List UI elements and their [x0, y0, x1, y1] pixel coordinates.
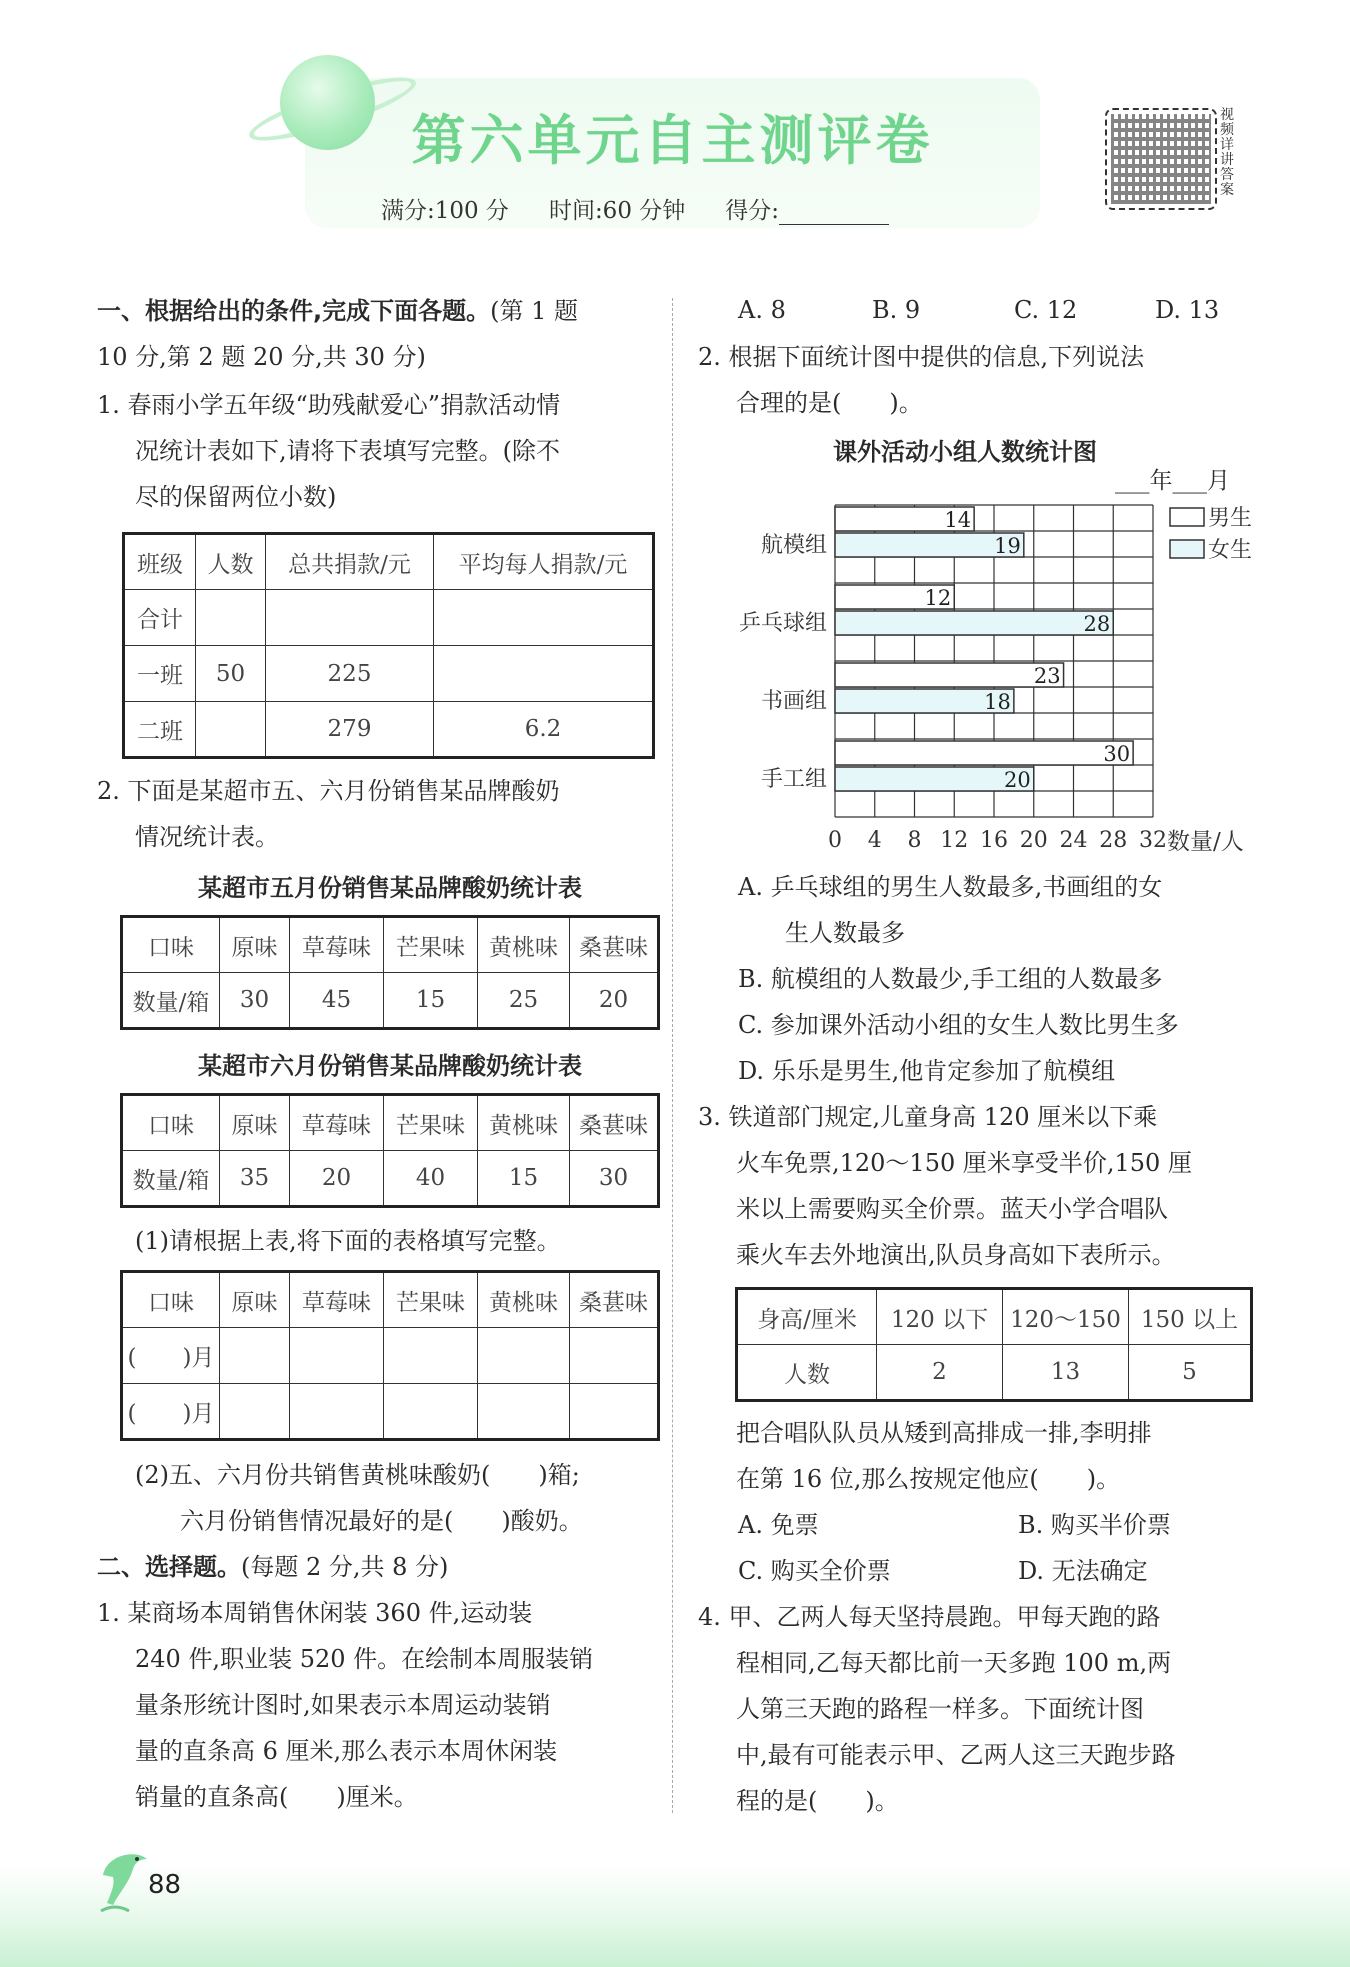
table-header-cell: 芒果味	[384, 917, 478, 973]
x-tick-label: 32	[1139, 828, 1167, 853]
table-cell[interactable]	[570, 1384, 659, 1440]
legend-swatch	[1170, 540, 1204, 558]
c4-line4: 中,最有可能表示甲、乙两人这三天跑步路	[736, 1741, 1176, 1769]
table-header-cell: 原味	[220, 1272, 290, 1328]
c1-option-b[interactable]: B. 9	[872, 296, 921, 324]
score-blank[interactable]	[779, 205, 889, 225]
height-table	[735, 1287, 1253, 1402]
table-cell[interactable]	[290, 1328, 384, 1384]
column-divider	[672, 298, 674, 1813]
category-label: 书画组	[760, 689, 827, 714]
table-header-cell: 草莓味	[290, 1095, 384, 1151]
table-cell: 20	[290, 1151, 384, 1207]
x-tick-label: 0	[828, 828, 842, 853]
category-label: 乒乓球组	[738, 611, 827, 636]
c1-line1: 1. 某商场本周销售休闲装 360 件,运动装	[97, 1599, 533, 1627]
table-header-cell: 班级	[124, 534, 196, 590]
table-cell: 数量/箱	[122, 1151, 220, 1207]
c3-line2: 火车免票,120～150 厘米享受半价,150 厘	[736, 1149, 1192, 1177]
qr-code[interactable]	[1105, 108, 1217, 210]
table-cell: 合计	[124, 590, 196, 646]
chart-svg	[700, 490, 1280, 870]
table-cell[interactable]	[478, 1384, 570, 1440]
c4-line3: 人第三天跑的路程一样多。下面统计图	[736, 1695, 1144, 1723]
table-cell: 2	[877, 1345, 1003, 1401]
c2-line2: 合理的是( )。	[736, 389, 923, 417]
q2-line1: 2. 下面是某超市五、六月份销售某品牌酸奶	[97, 777, 560, 805]
donation-table	[122, 532, 655, 759]
chart-title: 课外活动小组人数统计图	[833, 438, 1097, 466]
table-cell: 15	[478, 1151, 570, 1207]
section1-title: 一、根据给出的条件,完成下面各题。(第 1 题	[97, 297, 579, 325]
x-tick-label: 12	[940, 828, 969, 853]
table-cell: 25	[478, 973, 570, 1029]
x-tick-label: 4	[867, 828, 882, 853]
table-cell: 一班	[124, 646, 196, 702]
table-header-cell: 总共捐款/元	[266, 534, 434, 590]
table-cell[interactable]	[290, 1384, 384, 1440]
june-table-caption: 某超市六月份销售某品牌酸奶统计表	[198, 1052, 582, 1080]
legend-label: 男生	[1208, 506, 1253, 531]
table-cell: 20	[570, 973, 659, 1029]
bar-value-label: 19	[994, 534, 1021, 558]
bar-value-label: 30	[1103, 742, 1131, 766]
c1-option-a[interactable]: A. 8	[738, 296, 786, 324]
table-header-cell: 120～150	[1003, 1289, 1129, 1345]
table-header-cell: 草莓味	[290, 1272, 384, 1328]
q1-line3: 尽的保留两位小数)	[135, 483, 337, 511]
table-cell: 二班	[124, 702, 196, 758]
c4-line2: 程相同,乙每天都比前一天多跑 100 m,两	[736, 1649, 1172, 1677]
june-sales-table	[120, 1093, 660, 1208]
table-cell[interactable]	[196, 590, 266, 646]
chart-date: ___年___月	[1115, 468, 1230, 494]
c3-line3: 米以上需要购买全价票。蓝天小学合唱队	[736, 1195, 1168, 1223]
may-sales-table	[120, 915, 660, 1030]
table-header-cell: 黄桃味	[478, 1272, 570, 1328]
activity-group-chart	[700, 490, 1280, 870]
table-cell: 5	[1129, 1345, 1252, 1401]
bar-girls	[835, 611, 1113, 635]
month-blank-cell[interactable]: ( )月	[122, 1384, 220, 1440]
bar-value-label: 14	[944, 508, 972, 532]
q1-line2: 况统计表如下,请将下表填写完整。(除不	[135, 437, 560, 465]
bar-value-label: 18	[984, 690, 1011, 714]
table-cell: 30	[220, 973, 290, 1029]
table-header-cell: 桑葚味	[570, 1095, 659, 1151]
table-header-cell: 原味	[220, 917, 290, 973]
table-cell: 数量/箱	[122, 973, 220, 1029]
score-info	[305, 192, 965, 225]
c3-option-d[interactable]: D. 无法确定	[1018, 1557, 1148, 1585]
x-tick-label: 8	[907, 828, 922, 853]
section1-note: 10 分,第 2 题 20 分,共 30 分)	[97, 343, 426, 371]
page-number: 88	[148, 1870, 182, 1900]
may-table-caption: 某超市五月份销售某品牌酸奶统计表	[198, 874, 582, 902]
page-title: 第六单元自主测评卷	[411, 109, 934, 172]
time-limit: 时间:60 分钟	[548, 198, 686, 224]
q2-line2: 情况统计表。	[135, 823, 279, 851]
table-header-cell: 150 以上	[1129, 1289, 1252, 1345]
table-cell: 40	[384, 1151, 478, 1207]
c1-line2: 240 件,职业装 520 件。在绘制本周服装销	[135, 1645, 594, 1673]
c3-option-b[interactable]: B. 购买半价票	[1018, 1511, 1171, 1539]
table-header-cell: 口味	[122, 1095, 220, 1151]
table-cell: 225	[266, 646, 434, 702]
table-cell[interactable]	[478, 1328, 570, 1384]
q2-sub2-line2: 六月份销售情况最好的是( )酸奶。	[180, 1507, 583, 1535]
x-tick-label: 28	[1099, 828, 1128, 853]
x-tick-label: 24	[1059, 828, 1088, 853]
c3-line1: 3. 铁道部门规定,儿童身高 120 厘米以下乘	[698, 1103, 1158, 1131]
bar-value-label: 28	[1083, 612, 1111, 636]
table-cell: 279	[266, 702, 434, 758]
table-cell: 35	[220, 1151, 290, 1207]
table-cell: 13	[1003, 1345, 1129, 1401]
q1-line1: 1. 春雨小学五年级“助残献爱心”捐款活动情	[97, 391, 561, 419]
dolphin-icon	[95, 1845, 155, 1915]
c1-line4: 量的直条高 6 厘米,那么表示本周休闲装	[135, 1737, 558, 1765]
c4-line5: 程的是( )。	[736, 1787, 899, 1815]
table-header-cell: 人数	[196, 534, 266, 590]
table-cell[interactable]	[570, 1328, 659, 1384]
c2-option-d[interactable]: D. 乐乐是男生,他肯定参加了航模组	[738, 1057, 1116, 1085]
bar-value-label: 20	[1004, 768, 1031, 792]
q2-sub2-line1: (2)五、六月份共销售黄桃味酸奶( )箱;	[135, 1461, 580, 1489]
bar-boys	[835, 663, 1064, 687]
table-cell: 30	[570, 1151, 659, 1207]
table-cell[interactable]	[434, 646, 654, 702]
c3-option-c[interactable]: C. 购买全价票	[738, 1557, 891, 1585]
table-cell[interactable]	[434, 590, 654, 646]
table-header-cell: 芒果味	[384, 1095, 478, 1151]
c1-line5: 销量的直条高( )厘米。	[135, 1783, 418, 1811]
x-axis-label: 数量/人	[1167, 829, 1244, 855]
c4-line1: 4. 甲、乙两人每天坚持晨跑。甲每天跑的路	[698, 1603, 1161, 1631]
table-header-cell: 草莓味	[290, 917, 384, 973]
c1-line3: 量条形统计图时,如果表示本周运动装销	[135, 1691, 551, 1719]
c3-line4: 乘火车去外地演出,队员身高如下表所示。	[736, 1241, 1176, 1269]
c3-line6: 在第 16 位,那么按规定他应( )。	[736, 1465, 1121, 1493]
fill-in-table	[120, 1270, 660, 1441]
table-header-cell: 桑葚味	[570, 1272, 659, 1328]
table-cell: 50	[196, 646, 266, 702]
footer-wave	[0, 1865, 1350, 1967]
c2-line1: 2. 根据下面统计图中提供的信息,下列说法	[698, 343, 1145, 371]
bar-value-label: 12	[924, 586, 952, 610]
table-header-cell: 120 以下	[877, 1289, 1003, 1345]
c2-option-a-line1[interactable]: A. 乒乓球组的男生人数最多,书画组的女	[738, 873, 1163, 901]
table-header-cell: 桑葚味	[570, 917, 659, 973]
category-label: 手工组	[760, 767, 827, 792]
x-tick-label: 16	[980, 828, 1008, 853]
legend-swatch	[1170, 508, 1204, 526]
table-cell[interactable]	[384, 1328, 478, 1384]
legend-label: 女生	[1208, 538, 1253, 563]
table-header-cell: 口味	[122, 917, 220, 973]
table-header-cell: 平均每人捐款/元	[434, 534, 654, 590]
bar-value-label: 23	[1033, 664, 1061, 688]
c1-option-d[interactable]: D. 13	[1155, 296, 1220, 324]
table-header-cell: 黄桃味	[478, 917, 570, 973]
table-cell: 45	[290, 973, 384, 1029]
x-tick-label: 20	[1019, 828, 1048, 853]
bar-boys	[835, 741, 1133, 765]
table-cell[interactable]	[220, 1384, 290, 1440]
c3-option-a[interactable]: A. 免票	[738, 1511, 819, 1539]
table-cell[interactable]	[196, 702, 266, 758]
score-label: 得分:	[725, 198, 780, 224]
table-header-cell: 原味	[220, 1095, 290, 1151]
table-cell: 人数	[737, 1345, 877, 1401]
table-header-cell: 芒果味	[384, 1272, 478, 1328]
c2-option-a-line2: 生人数最多	[785, 919, 905, 947]
month-blank-cell[interactable]: ( )月	[122, 1328, 220, 1384]
table-cell[interactable]	[384, 1384, 478, 1440]
category-label: 航模组	[760, 533, 827, 558]
table-cell: 6.2	[434, 702, 654, 758]
table-cell[interactable]	[220, 1328, 290, 1384]
qr-label: 视频详讲答案	[1220, 107, 1234, 198]
q2-sub1: (1)请根据上表,将下面的表格填写完整。	[135, 1227, 561, 1255]
full-score: 满分:100 分	[380, 198, 509, 224]
table-cell[interactable]	[266, 590, 434, 646]
table-cell: 15	[384, 973, 478, 1029]
section2-title: 二、选择题。(每题 2 分,共 8 分)	[97, 1553, 449, 1581]
c3-line5: 把合唱队队员从矮到高排成一排,李明排	[736, 1419, 1152, 1447]
c2-option-b[interactable]: B. 航模组的人数最少,手工组的人数最多	[738, 965, 1163, 993]
c1-option-c[interactable]: C. 12	[1014, 296, 1078, 324]
c2-option-c[interactable]: C. 参加课外活动小组的女生人数比男生多	[738, 1011, 1179, 1039]
table-header-cell: 身高/厘米	[737, 1289, 877, 1345]
table-header-cell: 口味	[122, 1272, 220, 1328]
table-header-cell: 黄桃味	[478, 1095, 570, 1151]
